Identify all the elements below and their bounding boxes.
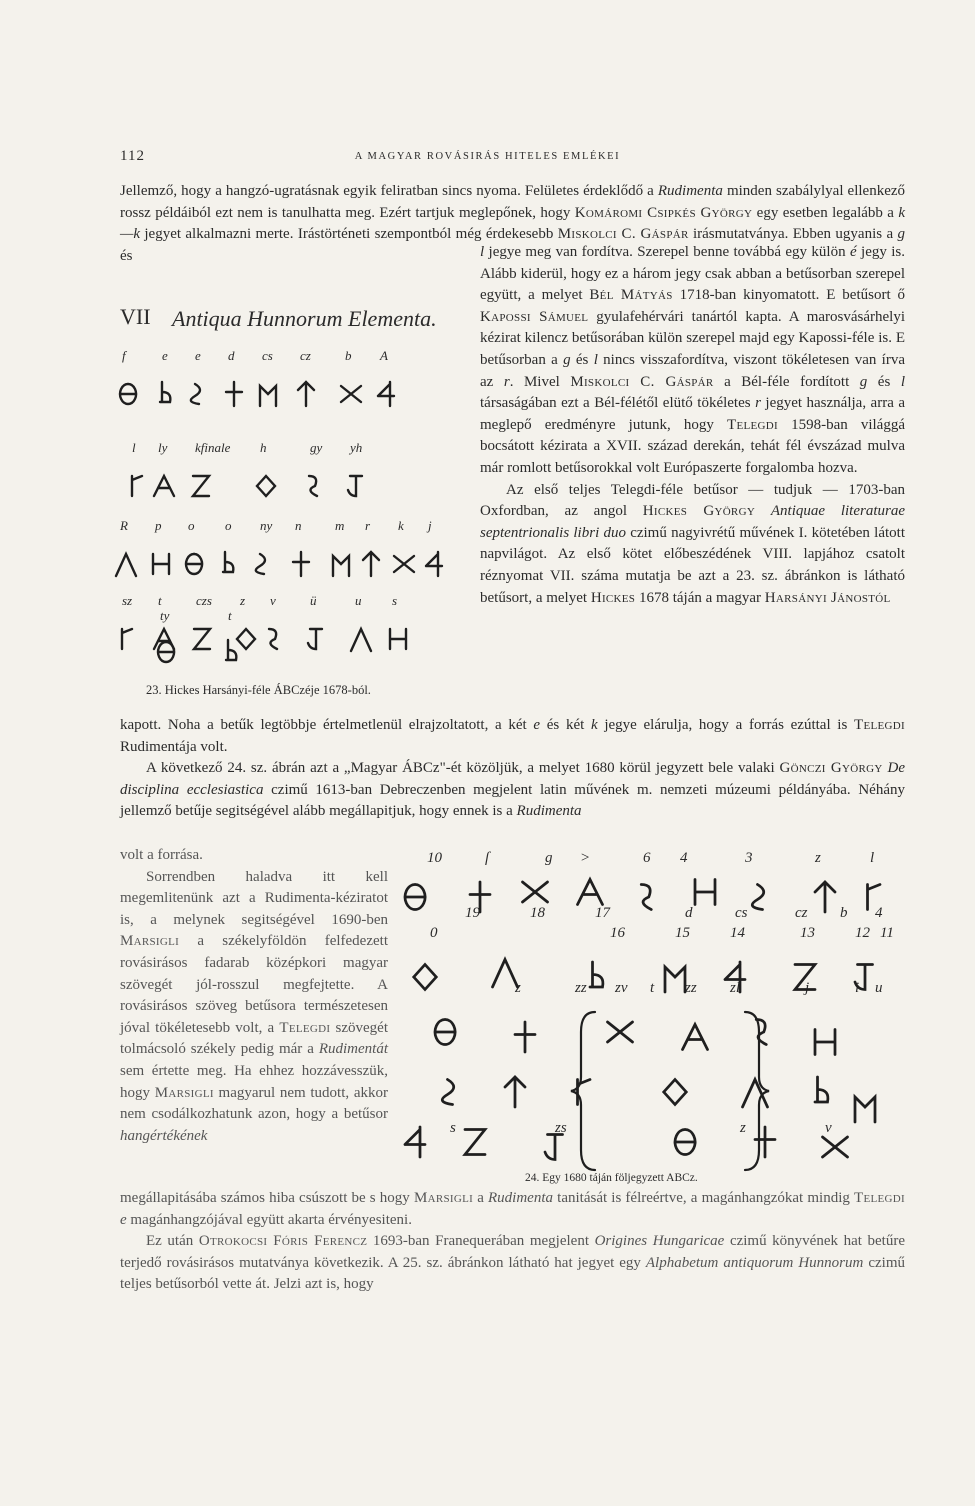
italic-text: l bbox=[900, 373, 905, 390]
glyph-label: 19 bbox=[465, 905, 480, 921]
rune-glyph bbox=[308, 629, 322, 649]
text: jegy is. Alább kiderül, hogy ez a három jegy csak abban a betűsorban szerepel együtt, a melyet bbox=[480, 244, 905, 304]
glyph-label: cz bbox=[795, 905, 808, 921]
italic-text: r bbox=[755, 395, 761, 412]
rune-glyph bbox=[194, 629, 210, 649]
rune-glyph bbox=[390, 629, 406, 649]
person-name: Bél Mátyás bbox=[589, 287, 673, 304]
text: czimű 1613-ban Debreczenben megjelent latin művének m. nemzeti múzeumi példányába. Néhány jellemző betűje segitségével alább megállapitjuk, hogy ennek is a bbox=[120, 781, 905, 820]
glyph-label: d bbox=[228, 348, 235, 363]
glyph-label: s bbox=[450, 1120, 456, 1136]
text: jegyet alkalmazni merte. bbox=[140, 226, 294, 243]
italic-text: r bbox=[503, 373, 510, 390]
person-name: Marsigli bbox=[120, 933, 180, 950]
rune-glyph bbox=[608, 1022, 633, 1042]
rune-glyph bbox=[405, 1127, 425, 1157]
person-name: Marsigli bbox=[413, 1190, 474, 1206]
glyph-label: t bbox=[228, 608, 232, 623]
rune-glyph bbox=[414, 965, 437, 990]
italic-text: g bbox=[859, 373, 868, 390]
glyph-label: yh bbox=[350, 440, 363, 455]
text: czimű teljes betűsorból vette át. Jelzi azt is, hogy bbox=[120, 1254, 905, 1293]
glyph-label: o bbox=[188, 518, 195, 533]
rune-glyph bbox=[226, 382, 242, 406]
paragraph-right-column bbox=[480, 242, 905, 609]
glyph-label: zl bbox=[730, 980, 741, 996]
glyph-label: 16 bbox=[610, 925, 625, 941]
text: A következő 24. sz. ábrán azt a „Magyar ÁBCz"-ét közöljük, a melyet 1680 körül jegyzett bele valaki bbox=[146, 760, 780, 777]
rune-glyph bbox=[426, 552, 442, 576]
glyph-label: o bbox=[225, 518, 232, 533]
text: a székelyföldön felfedezett rovásirásos fadarab középkori magyar szövegét jól-rosszul megfejtette. A rovásirásos szöveg betűsora természetesen jóval tökéletesebb volt, a bbox=[120, 933, 388, 1036]
glyph-label: ſ bbox=[485, 850, 490, 866]
rune-glyph bbox=[351, 629, 371, 651]
text: Sorrendben haladva itt kell megemlitenünk azt a Rudimenta-kéziratot is, a melynek segitségével 1690-ben bbox=[120, 868, 388, 928]
rune-glyph bbox=[505, 1077, 525, 1107]
running-title: A MAGYAR ROVÁSIRÁS HITELES EMLÉKEI bbox=[354, 151, 621, 162]
italic-text: e bbox=[533, 717, 541, 733]
glyph-label: j bbox=[805, 980, 810, 996]
glyph-label: ü bbox=[310, 593, 317, 608]
text: és bbox=[867, 373, 901, 390]
paragraph-bottom bbox=[120, 1188, 905, 1296]
text: magyarul nem tudott, akkor nem csodálkozhatunk azon, hogy a betűsor bbox=[120, 1084, 388, 1123]
text: forrás ezúttal is bbox=[748, 717, 854, 733]
figure-label-title: Antiqua Hunnorum Elementa. bbox=[172, 306, 437, 331]
paragraph-left-column bbox=[120, 845, 388, 1147]
glyph-label: l bbox=[132, 440, 136, 455]
text: megállapitásába számos hiba csúszott be s hogy bbox=[120, 1190, 414, 1206]
rune-glyph bbox=[154, 476, 174, 496]
figure-23-alphabet bbox=[110, 290, 470, 700]
left-brace bbox=[571, 1012, 595, 1170]
glyph-label: 17 bbox=[595, 905, 610, 921]
rune-glyph bbox=[590, 962, 603, 987]
text: és bbox=[570, 351, 594, 368]
rune-glyph bbox=[545, 1135, 563, 1160]
text: szövegét tolmácsoló székely pedig már a bbox=[120, 1019, 388, 1058]
rune-glyph bbox=[664, 1080, 687, 1105]
rune-glyph bbox=[237, 629, 255, 649]
book-title: Origines Hungaricae bbox=[594, 1233, 725, 1250]
rune-glyph bbox=[815, 1030, 835, 1055]
glyph-label: n bbox=[295, 518, 302, 533]
italic-text: Rudimenta bbox=[488, 1190, 554, 1206]
glyph-label: e bbox=[162, 348, 168, 363]
text: . Mivel bbox=[509, 373, 571, 390]
text: sem értette meg. Ha ehhez hozzávesszük, hogy bbox=[120, 1062, 388, 1101]
glyph-label: z bbox=[240, 593, 246, 608]
italic-text: Rudimenta bbox=[657, 183, 723, 199]
glyph-label: s bbox=[392, 593, 398, 608]
text: jegye elárulja, hogy a bbox=[597, 717, 743, 733]
glyph-label: 6 bbox=[643, 850, 651, 866]
figure-23-caption: 23. Hickes Harsányi-féle ÁBCzéje 1678-ból. bbox=[146, 683, 371, 697]
italic-text: é bbox=[849, 244, 857, 260]
glyph-label: g bbox=[545, 850, 553, 866]
rune-glyph bbox=[815, 1077, 828, 1102]
glyph-label: 4 bbox=[680, 850, 688, 866]
person-name: Harsányi Jánostól bbox=[764, 589, 891, 606]
person-name: Marsigli bbox=[154, 1084, 214, 1101]
rune-glyph bbox=[442, 1080, 453, 1105]
text: czimű nagyivrétű művének I. kötetében látott napvilágot. Az első kötet előbeszédének VIII. lapjához csatolt réznyomat VII. száma mutatja be azt a 23. sz. ábránkon is látható betűsort, a melyet bbox=[480, 524, 905, 606]
glyph-label: h bbox=[260, 440, 267, 455]
rune-glyph bbox=[641, 885, 651, 910]
glyph-label: v bbox=[270, 593, 276, 608]
figure-label-roman: VII bbox=[120, 304, 151, 329]
text: 1678 táján a magyar bbox=[635, 589, 765, 606]
glyph-label: 11 bbox=[880, 925, 894, 941]
glyph-label: 4 bbox=[875, 905, 883, 921]
rune-glyph bbox=[153, 554, 169, 574]
glyph-label: 3 bbox=[745, 850, 753, 866]
glyph-label: r bbox=[365, 518, 371, 533]
glyph-label: z bbox=[515, 980, 521, 996]
rune-glyph bbox=[223, 552, 233, 572]
text: egy esetben legalább a bbox=[752, 204, 899, 221]
text: magánhangzójával együtt akarta érvényesiteni. bbox=[126, 1211, 412, 1228]
rune-glyph bbox=[158, 642, 174, 662]
text: irásmutatványa. Ebben ugyanis a bbox=[688, 226, 898, 243]
rune-glyph bbox=[752, 885, 763, 910]
paragraph-full-width bbox=[120, 715, 905, 823]
glyph-label: ny bbox=[260, 518, 273, 533]
rune-glyph bbox=[823, 1137, 848, 1157]
rune-glyph bbox=[226, 640, 236, 660]
person-name: Kapossi Sámuel bbox=[480, 308, 589, 325]
rune-glyph bbox=[260, 386, 276, 406]
person-name: Hickes bbox=[590, 589, 636, 606]
rune-glyph bbox=[348, 476, 362, 496]
rune-glyph bbox=[435, 1020, 455, 1045]
book-title: De disciplina ecclesiastica bbox=[120, 760, 905, 798]
person-name: Hickes György bbox=[642, 503, 756, 520]
text: nincs visszafordítva, viszont tökéletesen van írva az bbox=[480, 351, 905, 390]
glyph-label: > bbox=[580, 850, 591, 866]
glyph-label: czs bbox=[196, 593, 212, 608]
italic-text: Rudimenta bbox=[516, 803, 582, 820]
text: magánhangzókat mindig bbox=[701, 1190, 855, 1206]
rune-glyph bbox=[578, 880, 603, 905]
text bbox=[755, 503, 771, 519]
glyph-label: zz bbox=[685, 980, 697, 996]
glyph-label: 0 bbox=[430, 925, 438, 941]
glyph-label: R bbox=[120, 518, 128, 533]
glyph-label: cs bbox=[262, 348, 273, 363]
glyph-label: z bbox=[815, 850, 821, 866]
text: Rudimentája volt. bbox=[120, 738, 228, 755]
figure-24-caption: 24. Egy 1680 táján följegyzett ABCz. bbox=[525, 1172, 698, 1184]
text: jegye meg van fordítva. Szerepel benne továbbá egy külön bbox=[484, 244, 850, 260]
rune-glyph bbox=[405, 885, 425, 910]
text: gyulafehérvári tanártól kapta. A marosvásárhelyi kézirat kilencz betűsorában külön szerepel majd egy Kapossi-féle is. E betűsorban a bbox=[480, 308, 905, 368]
page-header bbox=[0, 148, 975, 168]
figure-24-alphabet bbox=[385, 842, 895, 1182]
glyph-label: gy bbox=[310, 440, 323, 455]
rune-glyph bbox=[309, 476, 317, 496]
rune-glyph bbox=[523, 882, 548, 902]
glyph-label: u bbox=[875, 980, 883, 996]
glyph-label: v bbox=[825, 1120, 832, 1136]
rune-glyph bbox=[815, 882, 835, 912]
rune-glyph bbox=[191, 384, 200, 404]
italic-text: l bbox=[593, 351, 598, 368]
rune-glyph bbox=[855, 965, 873, 990]
text: kapott. Noha a betűk legtöbbje értelmetlenül elrajzoltatott, a két bbox=[120, 717, 534, 733]
glyph-label: ty bbox=[160, 608, 170, 623]
rune-glyph bbox=[675, 1130, 695, 1155]
person-name: Miskolci C. Gáspár bbox=[570, 373, 714, 390]
text: Az első teljes Telegdi-féle betűsor — tudjuk — 1703-ban Oxfordban, az angol bbox=[480, 481, 905, 520]
glyph-label: b bbox=[345, 348, 352, 363]
text: Irástörténeti szempontból még érdekesebb bbox=[297, 226, 558, 243]
rune-glyph bbox=[269, 629, 277, 649]
rune-glyph bbox=[378, 382, 394, 406]
text: Jellemző, hogy a hangzó-ugratásnak egyik feliratban sincs nyoma. Felületes érdeklődő a bbox=[120, 183, 654, 199]
rune-glyph bbox=[695, 880, 715, 905]
rune-glyph bbox=[493, 960, 518, 988]
glyph-label: sz bbox=[122, 593, 133, 608]
glyph-label: kfinale bbox=[195, 440, 231, 455]
text: 1598-ban világgá bocsátott kézirata a XVII. század derekán, tehát fél évszázad mulva már romlott betűsorokkal volt Európaszerte forgalomba hozva. bbox=[480, 416, 905, 476]
glyph-label: p bbox=[155, 518, 162, 533]
text: jegyet használja, arra a meglepő eredményre jutunk, hogy bbox=[480, 395, 905, 433]
glyph-label: j bbox=[428, 518, 432, 533]
text: a bbox=[473, 1190, 489, 1206]
italic-text: hangértékének bbox=[120, 1127, 208, 1144]
rune-glyph bbox=[122, 629, 132, 649]
rune-glyph bbox=[116, 554, 136, 576]
glyph-label: m bbox=[335, 518, 345, 533]
rune-glyph bbox=[132, 476, 142, 496]
glyph-label: cs bbox=[735, 905, 748, 921]
text: a Bél-féle fordított bbox=[713, 373, 860, 390]
rune-glyph bbox=[256, 554, 265, 574]
text: minden szabálylyal ellenkező rossz példáiból ezt nem is tanulhatta meg. Ezért tartjuk bbox=[120, 183, 906, 221]
rune-glyph bbox=[154, 629, 174, 649]
glyph-label: zs bbox=[555, 1120, 567, 1136]
glyph-label: 13 bbox=[800, 925, 815, 941]
glyph-label: z bbox=[740, 1120, 746, 1136]
rune-glyph bbox=[855, 1097, 875, 1122]
rune-glyph bbox=[257, 476, 275, 496]
italic-text: l bbox=[480, 244, 485, 260]
glyph-label: b bbox=[840, 905, 848, 921]
glyph-label: cz bbox=[300, 348, 311, 363]
rune-glyph bbox=[193, 476, 209, 496]
italic-text: g bbox=[897, 226, 905, 243]
rune-glyph bbox=[515, 1022, 535, 1052]
glyph-label: t bbox=[158, 593, 162, 608]
rune-glyph bbox=[293, 552, 309, 576]
text: és bbox=[120, 247, 133, 264]
text: volt a forrása. bbox=[120, 847, 203, 863]
text: társaságában ezt a Bél-félétől elütő tökéletes bbox=[480, 395, 756, 412]
person-name: Telegdi bbox=[279, 1019, 331, 1036]
glyph-label: d bbox=[685, 905, 693, 921]
glyph-label: 18 bbox=[530, 905, 545, 921]
person-name: Telegdi bbox=[726, 416, 778, 433]
glyph-label: k bbox=[398, 518, 404, 533]
glyph-label: 14 bbox=[730, 925, 745, 941]
italic-text: Rudimentát bbox=[318, 1041, 388, 1058]
page-number: 112 bbox=[120, 148, 145, 164]
text: czimű könyvének hat betűre terjedő rovásirásos mutatványa következik. A 25. sz. ábránkon látható hat jegyet egy bbox=[120, 1233, 905, 1271]
glyph-label: u bbox=[355, 593, 362, 608]
rune-glyph bbox=[333, 556, 349, 576]
rune-glyph bbox=[120, 384, 136, 404]
glyph-label: A bbox=[380, 348, 388, 363]
glyph-label: f bbox=[122, 348, 126, 363]
glyph-label: t bbox=[650, 980, 655, 996]
rune-glyph bbox=[465, 1130, 485, 1155]
glyph-label: i bbox=[855, 980, 860, 996]
glyph-label: 15 bbox=[675, 925, 690, 941]
rune-glyph bbox=[363, 552, 379, 576]
rune-glyph bbox=[665, 967, 685, 992]
text: tanitását is félreértve, a bbox=[553, 1190, 698, 1206]
glyph-label: l bbox=[870, 850, 875, 866]
rune-glyph bbox=[683, 1025, 708, 1050]
text: meglepőnek, hogy bbox=[458, 204, 575, 221]
rune-glyph bbox=[341, 386, 361, 402]
text: 1718-ban kinyomatott. E betűsort ő bbox=[672, 287, 906, 304]
glyph-label: ly bbox=[158, 440, 168, 455]
rune-glyph bbox=[160, 382, 170, 402]
rune-glyph bbox=[298, 382, 314, 406]
text: Ez után bbox=[146, 1233, 199, 1250]
italic-text: e bbox=[120, 1211, 127, 1228]
rune-glyph bbox=[186, 554, 202, 574]
rune-glyph bbox=[394, 556, 414, 572]
person-name: Otrokocsi Fóris Ferencz bbox=[198, 1233, 368, 1250]
book-title: Alphabetum antiquorum Hunnorum bbox=[645, 1254, 864, 1271]
text: és két bbox=[540, 717, 591, 733]
glyph-label: 10 bbox=[427, 850, 442, 866]
glyph-label: zz bbox=[575, 980, 587, 996]
book-title: Antiquae literaturae septentrionalis libri duo bbox=[480, 503, 905, 541]
glyph-label: zv bbox=[615, 980, 628, 996]
italic-text: k—k bbox=[120, 204, 905, 243]
person-name: Komáromi Csipkés György bbox=[574, 204, 753, 221]
person-name: Telegdi bbox=[854, 1190, 905, 1206]
glyph-label: 12 bbox=[855, 925, 870, 941]
glyph-label: e bbox=[195, 348, 201, 363]
text: 1693-ban Franequerában megjelent bbox=[367, 1233, 595, 1250]
italic-text: k bbox=[590, 717, 598, 733]
italic-text: g bbox=[563, 351, 571, 368]
person-name: Gönczi György bbox=[779, 760, 883, 777]
person-name: Telegdi bbox=[854, 717, 905, 733]
person-name: Miskolci C. Gáspár bbox=[557, 226, 689, 243]
